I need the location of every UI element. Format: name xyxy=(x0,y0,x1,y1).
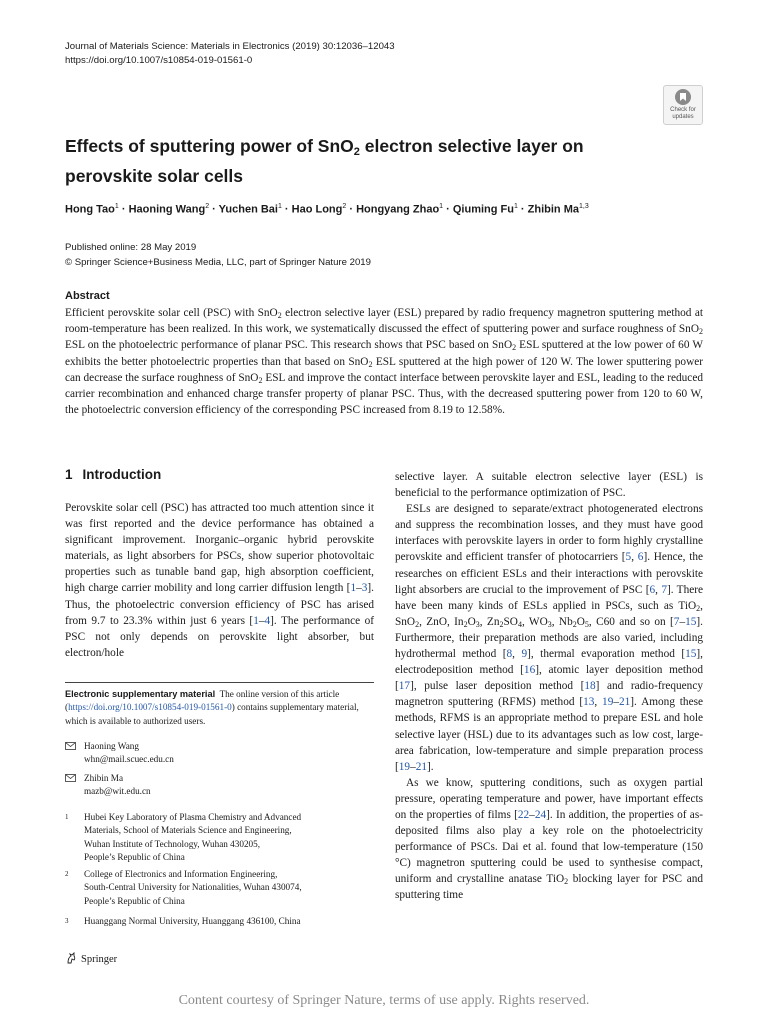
abstract-body: Efficient perovskite solar cell (PSC) with SnO$_2$ electron selective layer (ESL) prepared by radio frequency magnetron sputtering method at room-temperature has been realized. In this work, we systematically discussed the effect of sputtering power and surface roughness of SnO$_2$ ESL on the photoelectric performance of planar PSC. This research shows that PSC based on SnO$_2$ ESL sputtered at the low power of 60 W exhibits the better photoelectric properties than that based on SnO$_2$ ESL sputtered at the high power of 120 W. The lower sputtering power can decrease the surface roughness of SnO$_2$ ESL and improve the contact interface between perovskite layer and ESL, leading to the reduced carrier recombination and enhanced charge transfer property of planar PSC. Thus, with the decreased sputtering power from 120 to 60 W, the photoelectric conversion efficiency of the corresponding PSC increased from 8.19 to 12.58%. xyxy=(65,307,704,417)
author-name[interactable]: Hong Tao xyxy=(65,203,115,216)
author-name[interactable]: Hongyang Zhao xyxy=(356,203,440,216)
affiliation xyxy=(65,915,374,928)
citation-link[interactable]: 7 xyxy=(661,583,667,596)
citation-link[interactable]: 19 xyxy=(398,760,411,773)
citation-link[interactable]: 6 xyxy=(649,583,656,596)
affiliation xyxy=(65,868,374,908)
contact-email[interactable]: whn@mail.scuec.edu.cn xyxy=(84,754,174,765)
affiliation-number: 2 xyxy=(65,870,69,878)
check-for-updates-badge[interactable] xyxy=(663,85,703,125)
citation-link[interactable]: 18 xyxy=(584,680,596,693)
courtesy-notice: Content courtesy of Springer Nature, terms of use apply. Rights reserved. xyxy=(178,993,590,1008)
paragraph: Perovskite solar cell (PSC) has attracted too much attention since it was first reported and the device performance has obtained a significant improvement. Inorganic–organic hybrid perovskite materials, as light absorbers for PSCs, show superior photovoltaic properties such as tunable band gap, high absorption coefficient, high charge carrier mobility and long carrier diffusion length [1–3]. Thus, the photoelectric conversion efficiency of PSC has arised from 9.7 to 23.3% within just 6 years [1–4]. The performance of PSC not only depends on perovskite light absorber, but electron/hole xyxy=(65,502,374,659)
paragraph: selective layer. A suitable electron selective layer (ESL) is beneficial to the performance optimization of PSC. xyxy=(395,471,703,500)
paragraph: ESLs are designed to separate/extract photogenerated electrons and suppress the recombination losses, and they must have good interfaces with perovskite layers in order to form highly crystalline perovskite and efficient transfer of photocarriers [5, 6]. Hence, the researches on efficient ESLs and their interactions with perovskite light absorbers are crucial to the improvement of PSC [6, 7]. There have been many kinds of ESLs applied in PSCs, such as TiO$_2$, SnO$_2$, ZnO, $In_2O_3$, $Zn_2SO_4$, $WO_3$, $Nb_2O_5$, C60 and so on [7–15]. Furthermore, their preparation methods are also varied, including hydrothermal method [8, 9], thermal evaporation method [15], electrodeposition method [16], atomic layer deposition method [17], pulse laser deposition method [18] and radio-frequency magnetron sputtering (RFMS) method [13, 19–21]. Among these methods, RFMS is an appropriate method to prepare ESL and hole selective layer (HSL) due to its advantages such as low cost, large-area fabrication, low-temperature and simple preparation process [19–21]. xyxy=(395,503,704,773)
citation-link[interactable]: 24 xyxy=(534,808,547,821)
esm-text: ) contains supplementary material, which is available to authorized users. xyxy=(65,702,359,726)
affiliation-line: People’s Republic of China xyxy=(84,895,185,906)
citation-link[interactable]: 15 xyxy=(685,615,697,628)
section-heading-introduction xyxy=(65,467,161,482)
citation-link[interactable]: 16 xyxy=(523,664,536,677)
footnote-divider xyxy=(65,682,374,683)
paragraph: As we know, sputtering conditions, such as oxygen partial pressure, operating temperature and power, have important effects on the properties of films [22–24]. In addition, the properties of as-deposited films also play a key role on the photoelectricity performance of PSCs. Dai et al. found that low-temperature (150 °C) magnetron sputtering could be used to synthesise compact, uniform and crystalline anatase TiO$_2$ blocking layer for PSC and sputtering time xyxy=(395,776,704,902)
affiliation-line: Hubei Key Laboratory of Plasma Chemistry and Advanced xyxy=(84,812,302,822)
publisher-name: Springer xyxy=(81,954,118,965)
affiliation-line: Huanggang Normal University, Huanggang 436100, China xyxy=(84,916,301,926)
affiliation-line: College of Electronics and Information Engineering, xyxy=(84,869,278,879)
affiliation-line: South-Central University for Nationalities, Wuhan 430074, xyxy=(84,882,302,893)
esm-label: Electronic supplementary material xyxy=(65,689,216,699)
envelope-icon xyxy=(65,772,84,799)
author-affiliation: 2 xyxy=(342,203,347,210)
doi-link[interactable]: https://doi.org/10.1007/s10854-019-01561-0 xyxy=(65,55,253,66)
contact-email[interactable]: mazb@wit.edu.cn xyxy=(84,786,151,797)
contact-name: Zhibin Ma xyxy=(84,773,124,783)
section-title: Introduction xyxy=(82,467,162,482)
citation-link[interactable]: 9 xyxy=(521,648,528,661)
citation-link[interactable]: 7 xyxy=(673,615,680,628)
check-for-updates-label: Check for updates xyxy=(670,107,696,120)
author-affiliation: 2 xyxy=(205,203,210,210)
citation-link[interactable]: 8 xyxy=(506,648,513,661)
author-name[interactable]: Haoning Wang xyxy=(128,203,206,216)
author-affiliation: 1 xyxy=(277,203,282,210)
affiliation-number: 3 xyxy=(65,917,69,925)
esm-text: The online version of this article ( xyxy=(65,689,340,713)
citation-link[interactable]: 13 xyxy=(583,696,595,709)
citation-link[interactable]: 4 xyxy=(264,614,271,627)
citation-link[interactable]: 3 xyxy=(361,582,368,595)
paper-title xyxy=(65,134,625,188)
bookmark-icon xyxy=(675,89,691,105)
author-list: Hong Tao$^1$ · Haoning Wang$^2$ · Yuchen Bai$^1$ · Hao Long$^2$ · Hongyang Zhao$^1$ · Qiuming $Fu^1$ · Zhibin Ma$^{1,3}$ xyxy=(65,203,589,216)
abstract-heading: Abstract xyxy=(65,290,110,302)
citation-link[interactable]: 21 xyxy=(619,696,631,709)
citation-link[interactable]: 5 xyxy=(625,551,632,564)
citation-link[interactable]: 15 xyxy=(685,648,697,661)
body-column-left xyxy=(65,500,374,661)
corresponding-author xyxy=(65,772,151,799)
title-subscript: 2 xyxy=(353,146,360,158)
body-column-right xyxy=(395,469,703,904)
journal-citation: Journal of Materials Science: Materials in Electronics (2019) 30:12036–12043 xyxy=(65,41,395,52)
supplementary-material-note xyxy=(65,688,374,728)
citation-link[interactable]: 6 xyxy=(637,551,644,564)
contact-name: Haoning Wang xyxy=(84,741,139,751)
springer-horse-icon xyxy=(65,952,77,967)
citation-link[interactable]: 19 xyxy=(602,696,614,709)
citation-link[interactable]: 22 xyxy=(517,808,530,821)
citation-link[interactable]: 21 xyxy=(415,760,428,773)
citation-link[interactable]: 1 xyxy=(350,582,357,595)
affiliation xyxy=(65,811,374,865)
title-part: Effects of sputtering power of SnO xyxy=(65,136,354,156)
published-date: Published online: 28 May 2019 xyxy=(65,242,197,253)
author-name[interactable]: Qiuming Fu xyxy=(452,203,514,216)
citation-link[interactable]: 17 xyxy=(398,680,411,693)
title-part: electron selective layer on perovskite solar cells xyxy=(65,136,584,186)
author-affiliation: 1 xyxy=(439,203,444,210)
author-affiliation: 1,3 xyxy=(578,203,589,210)
copyright-notice: © Springer Science+Business Media, LLC, part of Springer Nature 2019 xyxy=(65,257,371,268)
author-affiliation: 1 xyxy=(513,203,518,210)
affiliation-line: People’s Republic of China xyxy=(84,852,185,863)
envelope-icon xyxy=(65,740,84,767)
affiliation-line: Materials, School of Materials Science and Engineering, xyxy=(84,825,292,836)
citation-link[interactable]: 1 xyxy=(253,614,259,627)
author-name[interactable]: Yuchen Bai xyxy=(218,203,278,216)
publication-info xyxy=(65,240,371,270)
journal-header xyxy=(65,40,395,68)
author-affiliation: 1 xyxy=(114,203,119,210)
author-name[interactable]: Zhibin Ma xyxy=(527,203,579,216)
author-name[interactable]: Hao Long xyxy=(291,203,343,216)
affiliation-number: 1 xyxy=(65,813,69,821)
corresponding-author xyxy=(65,740,174,767)
publisher-footer xyxy=(65,952,117,967)
section-number: 1 xyxy=(65,467,73,482)
affiliation-line: Wuhan Institute of Technology, Wuhan 430205, xyxy=(84,838,261,849)
esm-doi-link[interactable]: https://doi.org/10.1007/s10854-019-01561-0 xyxy=(68,702,232,713)
